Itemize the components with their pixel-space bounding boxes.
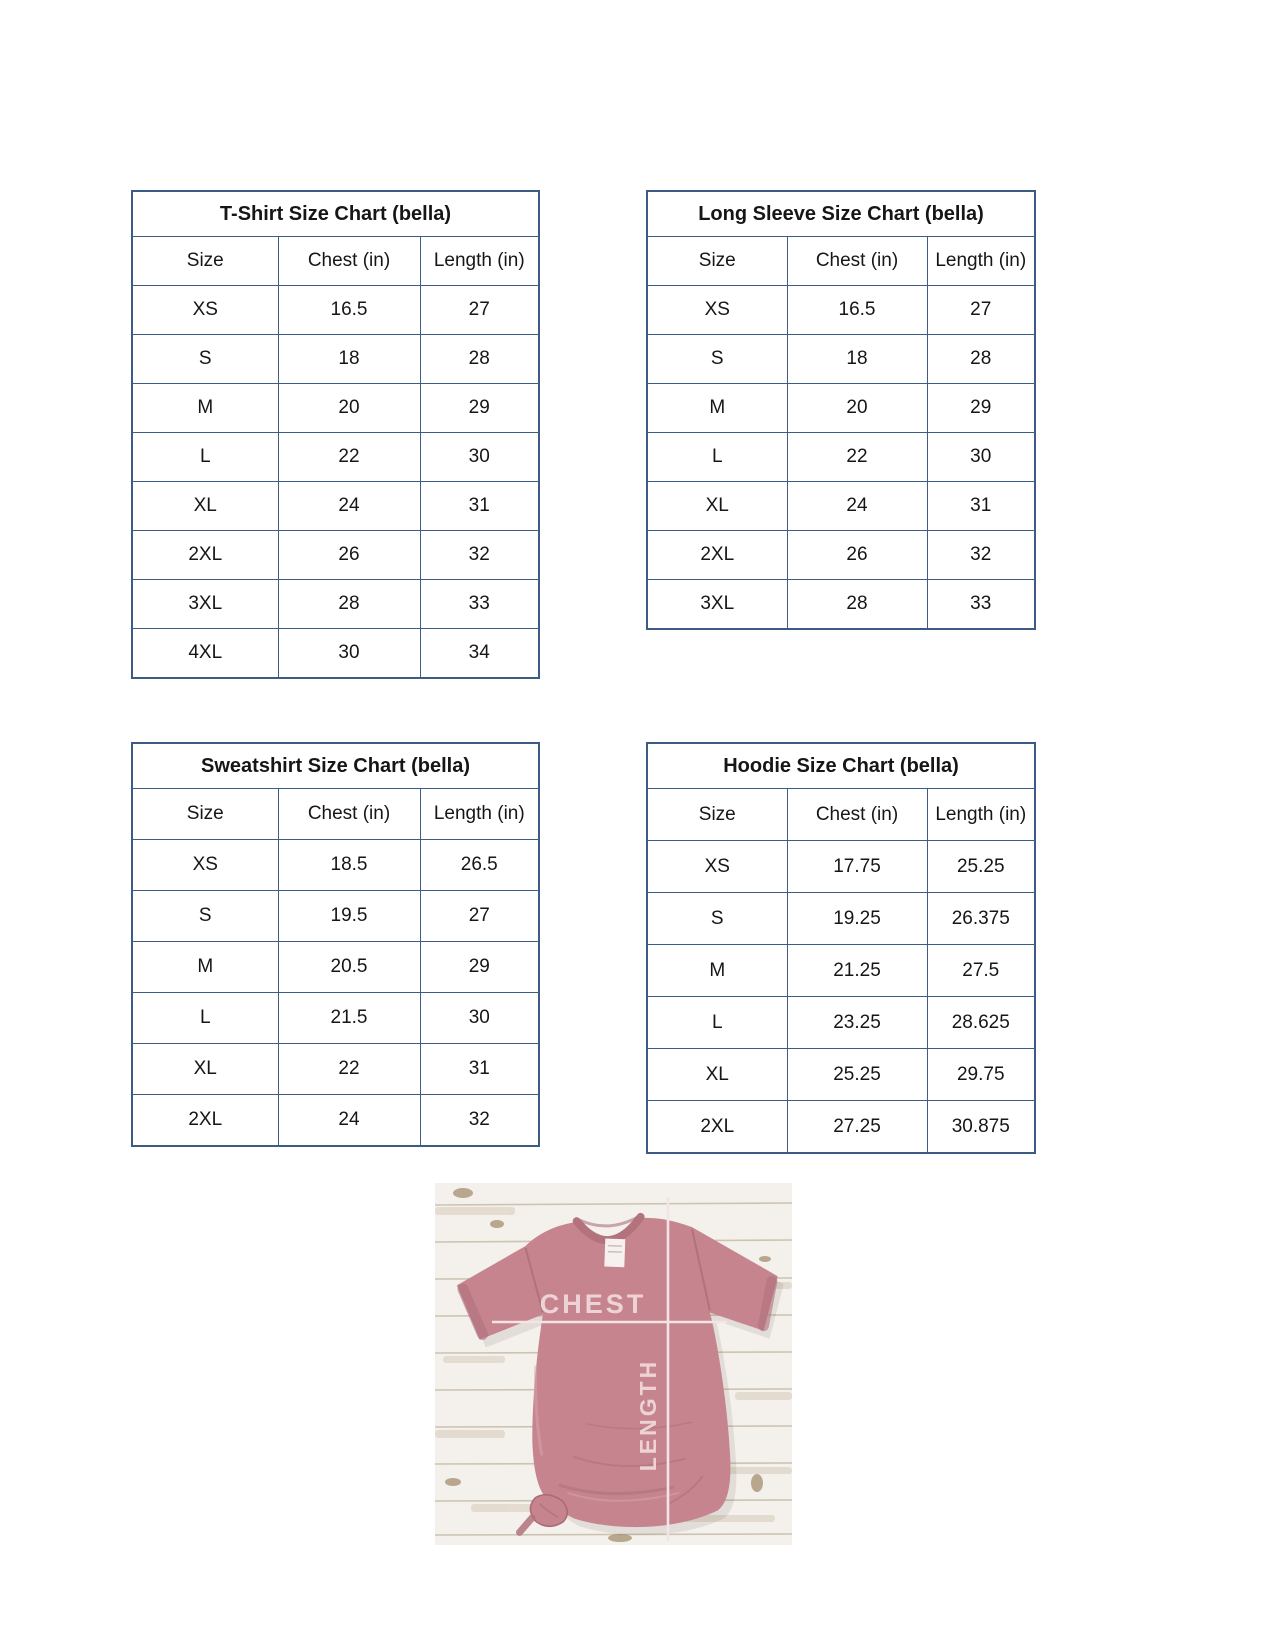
table-row <box>132 580 539 629</box>
chest-cell: 21.25 <box>787 945 927 997</box>
chest-cell: 16.5 <box>278 286 420 335</box>
table-row <box>647 335 1035 384</box>
size-cell: M <box>647 384 787 433</box>
chest-cell: 19.25 <box>787 893 927 945</box>
table-row <box>647 893 1035 945</box>
table-row <box>132 1095 539 1147</box>
length-cell: 29.75 <box>927 1049 1035 1101</box>
length-cell: 27 <box>420 891 539 942</box>
length-cell: 31 <box>420 1044 539 1095</box>
length-cell: 26.375 <box>927 893 1035 945</box>
col-header-length: Length (in) <box>927 789 1035 841</box>
table-title: Hoodie Size Chart (bella) <box>647 743 1035 789</box>
size-cell: S <box>132 891 278 942</box>
size-cell: 4XL <box>132 629 278 679</box>
table-row <box>647 841 1035 893</box>
table-row <box>132 531 539 580</box>
chest-cell: 18 <box>278 335 420 384</box>
col-header-size: Size <box>647 789 787 841</box>
chest-cell: 26 <box>787 531 927 580</box>
chest-cell: 24 <box>278 482 420 531</box>
table-row <box>132 629 539 679</box>
table-row <box>647 1049 1035 1101</box>
length-cell: 33 <box>420 580 539 629</box>
table-row <box>132 840 539 891</box>
chest-cell: 30 <box>278 629 420 679</box>
chest-cell: 27.25 <box>787 1101 927 1154</box>
table-row <box>647 482 1035 531</box>
chest-cell: 25.25 <box>787 1049 927 1101</box>
chest-cell: 28 <box>787 580 927 630</box>
size-cell: L <box>132 433 278 482</box>
table-row <box>647 384 1035 433</box>
length-cell: 30.875 <box>927 1101 1035 1154</box>
size-cell: XL <box>647 482 787 531</box>
table-title: T-Shirt Size Chart (bella) <box>132 191 539 237</box>
size-cell: XS <box>132 286 278 335</box>
length-cell: 33 <box>927 580 1035 630</box>
size-cell: M <box>132 384 278 433</box>
shirt-measurement-illustration <box>435 1183 792 1545</box>
length-cell: 28.625 <box>927 997 1035 1049</box>
chest-cell: 24 <box>278 1095 420 1147</box>
table-title-row <box>647 743 1035 789</box>
size-cell: XL <box>647 1049 787 1101</box>
table-row <box>647 580 1035 630</box>
length-cell: 30 <box>420 993 539 1044</box>
table-header-row <box>647 237 1035 286</box>
table-row <box>132 384 539 433</box>
table-header-row <box>647 789 1035 841</box>
col-header-size: Size <box>132 237 278 286</box>
col-header-length: Length (in) <box>927 237 1035 286</box>
length-cell: 30 <box>927 433 1035 482</box>
chest-cell: 16.5 <box>787 286 927 335</box>
length-cell: 28 <box>420 335 539 384</box>
col-header-chest: Chest (in) <box>787 789 927 841</box>
table-row <box>647 286 1035 335</box>
chest-cell: 18 <box>787 335 927 384</box>
col-header-length: Length (in) <box>420 237 539 286</box>
length-cell: 29 <box>420 942 539 993</box>
table-title-row <box>132 743 539 789</box>
col-header-length: Length (in) <box>420 789 539 840</box>
size-cell: 2XL <box>647 531 787 580</box>
chest-cell: 22 <box>787 433 927 482</box>
length-cell: 26.5 <box>420 840 539 891</box>
table-header-row <box>132 237 539 286</box>
chest-cell: 19.5 <box>278 891 420 942</box>
table-title-row <box>132 191 539 237</box>
chest-cell: 26 <box>278 531 420 580</box>
table-title: Sweatshirt Size Chart (bella) <box>132 743 539 789</box>
chest-cell: 22 <box>278 1044 420 1095</box>
size-cell: 2XL <box>132 1095 278 1147</box>
table-row <box>132 942 539 993</box>
table-row <box>132 993 539 1044</box>
size-cell: XL <box>132 1044 278 1095</box>
length-cell: 29 <box>927 384 1035 433</box>
chest-cell: 20.5 <box>278 942 420 993</box>
chest-cell: 24 <box>787 482 927 531</box>
tshirt-size-table <box>131 190 540 679</box>
length-measure-label: LENGTH <box>635 1358 661 1472</box>
size-cell: XS <box>647 841 787 893</box>
chest-cell: 17.75 <box>787 841 927 893</box>
length-cell: 27 <box>927 286 1035 335</box>
size-cell: L <box>132 993 278 1044</box>
size-cell: L <box>647 433 787 482</box>
size-cell: M <box>132 942 278 993</box>
size-cell: S <box>132 335 278 384</box>
table-title: Long Sleeve Size Chart (bella) <box>647 191 1035 237</box>
chest-cell: 20 <box>278 384 420 433</box>
long-sleeve-size-table <box>646 190 1036 630</box>
shirt-measurement-photo <box>435 1183 792 1545</box>
chest-measure-label: CHEST <box>539 1289 647 1319</box>
length-cell: 30 <box>420 433 539 482</box>
length-cell: 32 <box>927 531 1035 580</box>
table-header-row <box>132 789 539 840</box>
col-header-size: Size <box>132 789 278 840</box>
length-cell: 27.5 <box>927 945 1035 997</box>
size-cell: 2XL <box>647 1101 787 1154</box>
table-row <box>647 433 1035 482</box>
table-row <box>647 945 1035 997</box>
length-cell: 27 <box>420 286 539 335</box>
col-header-chest: Chest (in) <box>278 237 420 286</box>
size-cell: L <box>647 997 787 1049</box>
table-row <box>132 891 539 942</box>
length-cell: 34 <box>420 629 539 679</box>
length-cell: 31 <box>927 482 1035 531</box>
chest-cell: 28 <box>278 580 420 629</box>
size-cell: XL <box>132 482 278 531</box>
size-cell: XS <box>132 840 278 891</box>
size-cell: 3XL <box>132 580 278 629</box>
table-row <box>132 482 539 531</box>
length-cell: 32 <box>420 1095 539 1147</box>
size-cell: M <box>647 945 787 997</box>
table-row <box>647 531 1035 580</box>
col-header-chest: Chest (in) <box>278 789 420 840</box>
col-header-size: Size <box>647 237 787 286</box>
table-row <box>132 335 539 384</box>
hoodie-size-table <box>646 742 1036 1154</box>
chest-cell: 20 <box>787 384 927 433</box>
length-cell: 29 <box>420 384 539 433</box>
sweatshirt-size-table <box>131 742 540 1147</box>
chest-cell: 23.25 <box>787 997 927 1049</box>
table-row <box>132 433 539 482</box>
chest-cell: 21.5 <box>278 993 420 1044</box>
length-cell: 25.25 <box>927 841 1035 893</box>
table-row <box>647 997 1035 1049</box>
table-row <box>132 1044 539 1095</box>
size-cell: XS <box>647 286 787 335</box>
size-cell: S <box>647 893 787 945</box>
table-row <box>647 1101 1035 1154</box>
chest-cell: 18.5 <box>278 840 420 891</box>
col-header-chest: Chest (in) <box>787 237 927 286</box>
length-cell: 28 <box>927 335 1035 384</box>
length-cell: 32 <box>420 531 539 580</box>
neck-tag <box>604 1239 625 1268</box>
table-title-row <box>647 191 1035 237</box>
table-row <box>132 286 539 335</box>
chest-cell: 22 <box>278 433 420 482</box>
size-cell: 2XL <box>132 531 278 580</box>
size-cell: S <box>647 335 787 384</box>
length-cell: 31 <box>420 482 539 531</box>
size-cell: 3XL <box>647 580 787 630</box>
